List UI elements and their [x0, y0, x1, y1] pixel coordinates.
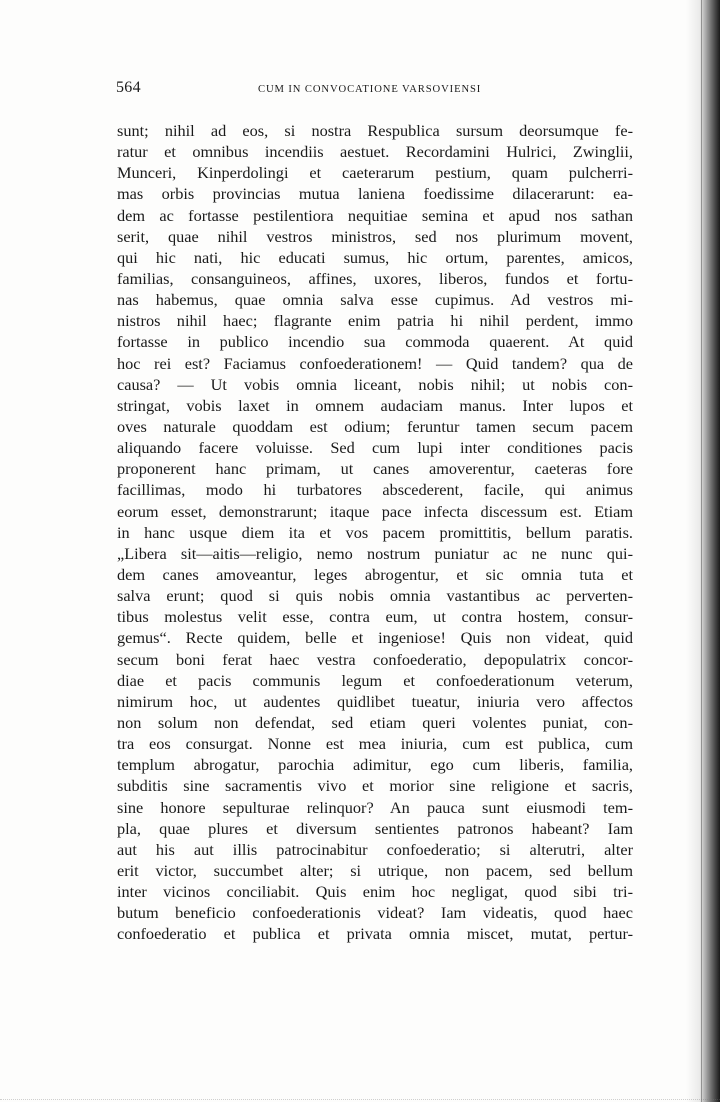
text-line: secum boni ferat haec vestra confoederatio, depopulatrix concor-	[117, 649, 633, 669]
text-line: fortasse in publico incendio sua commoda quaerent. At quid	[117, 332, 633, 352]
text-line: butum beneficio confoederationis videat? Iam videatis, quod haec	[117, 903, 633, 923]
text-line: dem canes amoveantur, leges abrogentur, et sic omnia tuta et	[117, 564, 633, 584]
text-line: hoc rei est? Faciamus confoederationem! — Quid tandem? qua de	[117, 353, 633, 373]
text-line: pla, quae plures et diversum sentientes patronos habeant? Iam	[117, 818, 633, 838]
text-line: tibus molestus velit esse, contra eum, ut contra hostem, consur-	[117, 607, 633, 627]
text-line: erit victor, succumbet alter; si utrique, non pacem, sed bellum	[117, 860, 633, 880]
text-line: oves naturale quoddam est odium; feruntur tamen secum pacem	[117, 416, 633, 436]
book-gutter-line	[701, 0, 702, 1102]
text-line: dem ac fortasse pestilentiora nequitiae semina et apud nos sathan	[117, 205, 633, 225]
text-line: inter vicinos conciliabit. Quis enim hoc negligat, quod sibi tri-	[117, 882, 633, 902]
text-line: templum abrogatur, parochia adimitur, ego cum liberis, familia,	[117, 755, 633, 775]
scan-edge-dots	[0, 1095, 720, 1100]
page-number: 564	[116, 79, 141, 96]
running-head-title: CUM IN CONVOCATIONE VARSOVIENSI	[258, 84, 482, 95]
text-line: eorum esset, demonstrarunt; itaque pace infecta discessum est. Etiam	[117, 501, 633, 521]
text-line: causa? — Ut vobis omnia liceant, nobis nihil; ut nobis con-	[117, 374, 633, 394]
book-spine-shadow	[686, 0, 720, 1102]
text-line: tra eos consurgat. Nonne est mea iniuria, cum est publica, cum	[117, 734, 633, 754]
text-line: nistros nihil haec; flagrante enim patria hi nihil perdent, immo	[117, 311, 633, 331]
text-line: aut his aut illis patrocinabitur confoederatio; si alterutri, alter	[117, 839, 633, 859]
text-line: gemus“. Recte quidem, belle et ingeniose! Quis non videat, quid	[117, 628, 633, 648]
text-line: proponerent hanc primam, ut canes amoverentur, caeteras fore	[117, 459, 633, 479]
running-head	[116, 78, 636, 102]
body-text	[117, 120, 633, 944]
text-line: sine honore sepulturae relinquor? An pauca sunt eiusmodi tem-	[117, 797, 633, 817]
text-line: confoederatio et publica et privata omnia miscet, mutat, pertur-	[117, 924, 633, 944]
text-line: aliquando facere voluisse. Sed cum lupi inter conditiones pacis	[117, 438, 633, 458]
text-line: sunt; nihil ad eos, si nostra Respublica sursum deorsumque fe-	[117, 121, 633, 140]
text-line: diae et pacis communis legum et confoederationum veterum,	[117, 670, 633, 690]
text-line: qui hic nati, hic educati sumus, hic ortum, parentes, amicos,	[117, 247, 633, 267]
text-line: ratur et omnibus incendiis aestuet. Recordamini Hulrici, Zwinglii,	[117, 142, 633, 162]
text-line: nas habemus, quae omnia salva esse cupimus. Ad vestros mi-	[117, 290, 633, 310]
text-line: in hanc usque diem ita et vos pacem promittitis, bellum paratis.	[117, 522, 633, 542]
text-line: nimirum hoc, ut audentes quidlibet tueatur, iniuria vero affectos	[117, 691, 633, 711]
text-line: mas orbis provincias mutua laniena foedissime dilacerarunt: ea-	[117, 184, 633, 204]
text-line: Munceri, Kinperdolingi et caeterarum pestium, quam pulcherri-	[117, 163, 633, 183]
text-line: salva erunt; quod si quis nobis omnia vastantibus ac perverten-	[117, 586, 633, 606]
text-line: serit, quae nihil vestros ministros, sed nos plurimum movent,	[117, 226, 633, 246]
text-line: stringat, vobis laxet in omnem audaciam manus. Inter lupos et	[117, 395, 633, 415]
text-line: non solum non defendat, sed etiam queri volentes puniat, con-	[117, 712, 633, 732]
text-line: familias, consanguineos, affines, uxores, liberos, fundos et fortu-	[117, 268, 633, 288]
text-line: „Libera sit—aitis—religio, nemo nostrum puniatur ac ne nunc qui-	[117, 543, 633, 563]
text-line: facillimas, modo hi turbatores abscederent, facile, qui animus	[117, 480, 633, 500]
text-line: subditis sine sacramentis vivo et morior sine religione et sacris,	[117, 776, 633, 796]
